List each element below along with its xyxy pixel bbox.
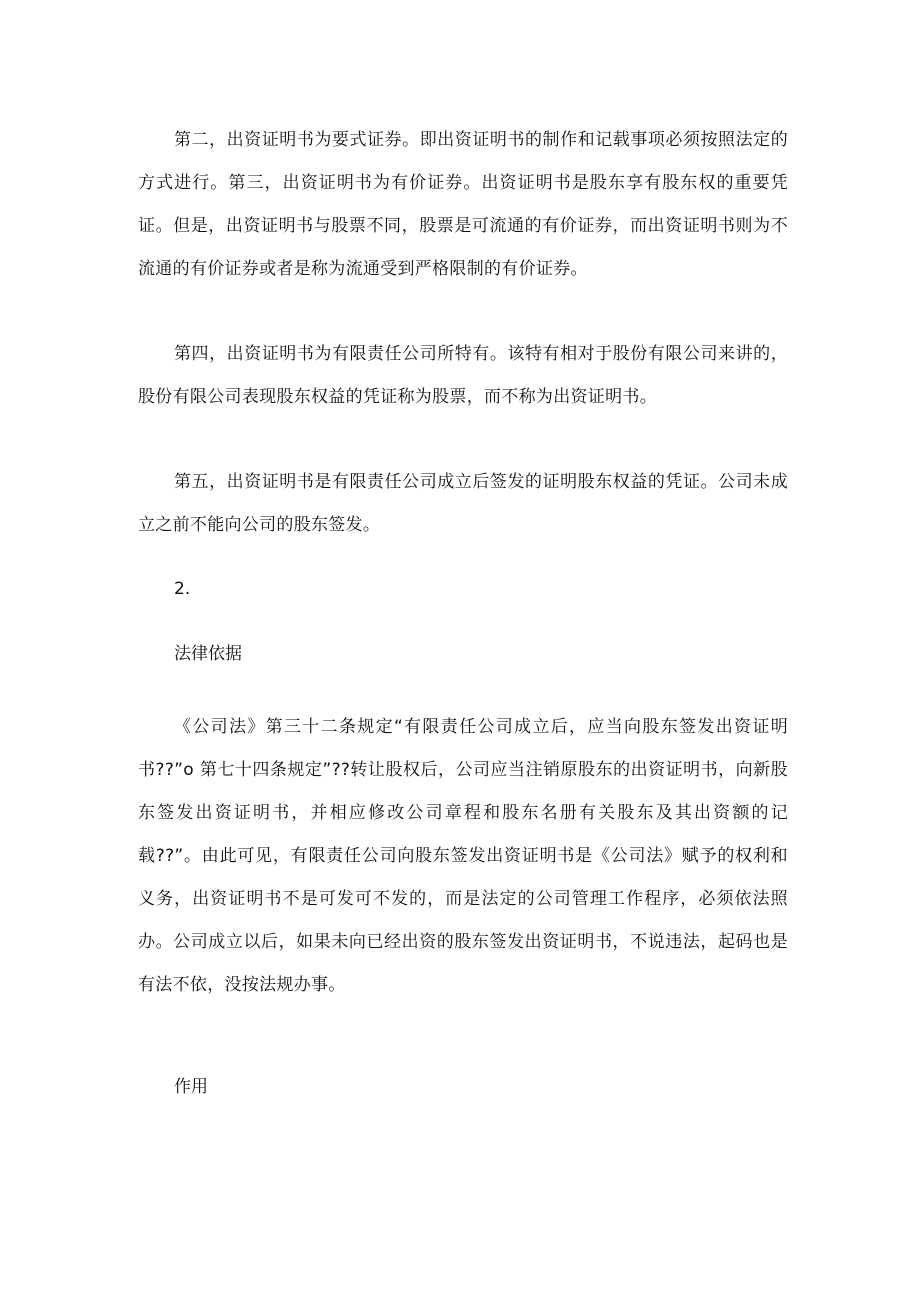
paragraph-llc-specific: 第四，出资证明书为有限责任公司所特有。该特有相对于股份有限公司来讲的，股份有限公司表现股东权益的凭证称为股票，而不称为出资证明书。 [138, 344, 788, 407]
section-number: 2. [174, 579, 191, 599]
heading-legal-basis: 法律依据 [174, 644, 242, 664]
paragraph-company-law: 《公司法》第三十二条规定“有限责任公司成立后，应当向股东签发出资证明书??”o 第七十四条规定”??转让股权后，公司应当注销原股东的出资证明书，向新股东签发出资证明书，并相应修改公司章程和股东名册有关股东及其出资额的记载??”。由此可见，有限责任公司向股东签发出资证明书是《公司法》赋予的权利和义务，出资证明书不是可发可不发的，而是法定的公司管理工作程序，必须依法照办。公司成立以后，如果未向已经出资的股东签发出资证明书，不说违法，起码也是有法不依，没按法规办事。 [138, 717, 788, 995]
heading-function: 作用 [174, 1077, 208, 1097]
paragraph-issuance-timing: 第五，出资证明书是有限责任公司成立后签发的证明股东权益的凭证。公司未成立之前不能向公司的股东签发。 [138, 472, 788, 535]
paragraph-securities-nature: 第二，出资证明书为要式证券。即出资证明书的制作和记载事项必须按照法定的方式进行。第三，出资证明书为有价证券。出资证明书是股东享有股东权的重要凭证。但是，出资证明书与股票不同，股票是可流通的有价证券，而出资证明书则为不流通的有价证券或者是称为流通受到严格限制的有价证券。 [138, 130, 788, 279]
